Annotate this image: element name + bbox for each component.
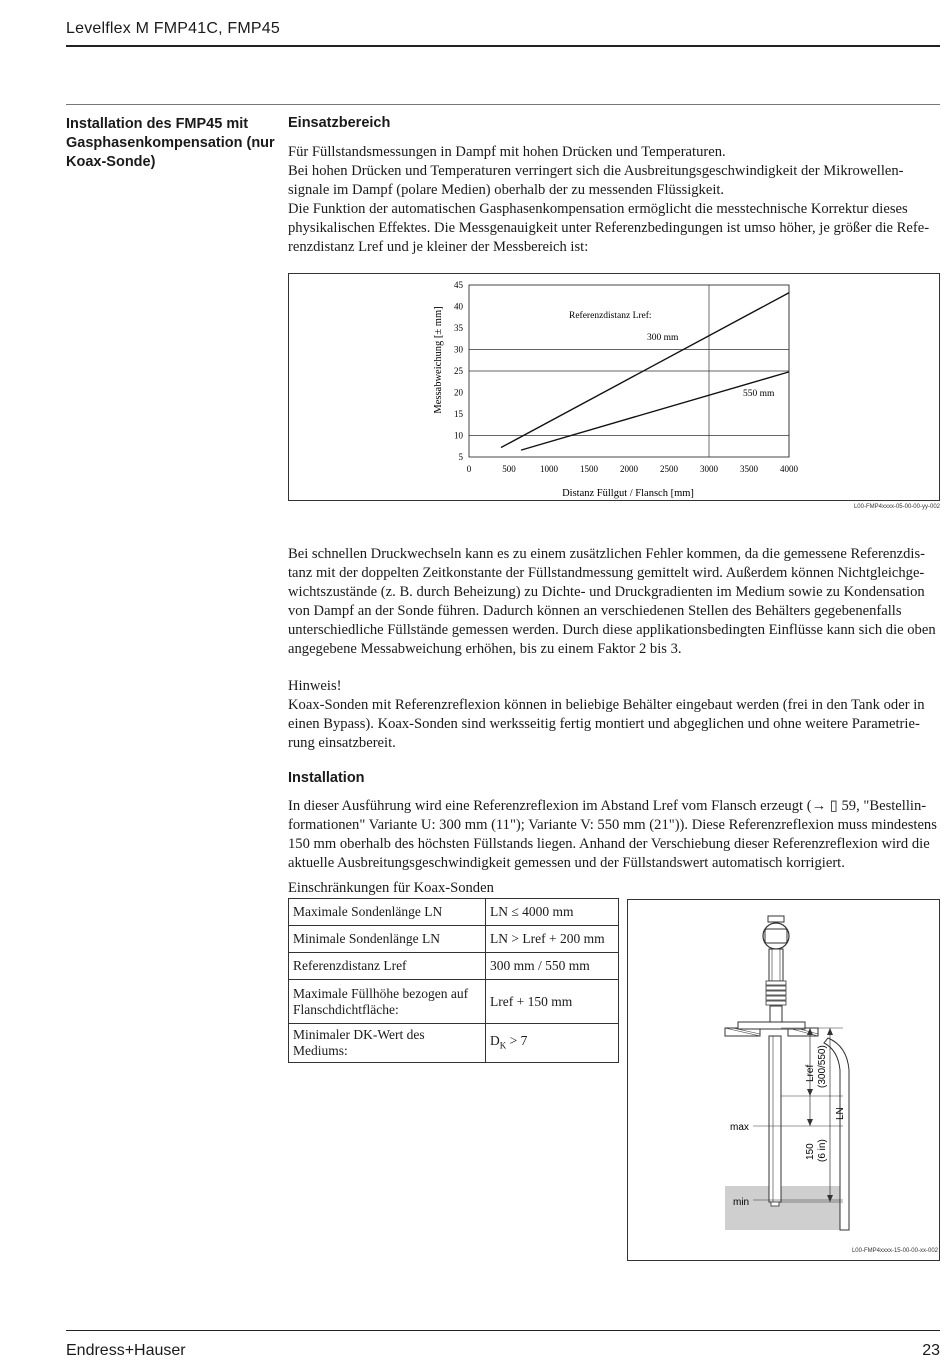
series-label-300mm: 300 mm [647,333,679,343]
series-label-550mm: 550 mm [743,389,775,399]
liquid-area [725,1186,849,1230]
dk-subscript: K [499,1040,507,1051]
note-title: Hinweis! [288,678,342,694]
install-line: aktuelle Ausbreitungsgeschwindigkeit gemessen und der Füllstandswert automatisch korrigiert. [288,855,845,871]
intro-line: Die Funktion der automatischen Gasphasenkompensation ermöglicht die messtechnische Korrektur dieses [288,201,908,217]
chart-y-tick-label: 15 [454,409,463,419]
section-side-title: Installation des FMP45 mit Gasphasenkompensation (nur Koax-Sonde) [66,116,275,170]
label-lref: Lref [805,1064,816,1082]
table-row [289,980,619,1024]
probe-diagram-frame [627,899,940,1261]
label-lref-value: (300/550) [817,1045,828,1088]
chart-y-tick-label: 30 [454,344,463,355]
intro-paragraph [288,143,940,257]
table-cell-value: LN ≤ 4000 mm [486,899,619,926]
table-cell-value: Lref + 150 mm [486,980,619,1024]
coax-probe [769,1036,781,1202]
chart-y-tick-label: 25 [454,366,463,376]
chart-x-label: Distanz Füllgut / Flansch [mm] [562,488,694,499]
chart-y-tick-label: 40 [454,301,463,312]
intro-line: physikalischen Effektes. Die Messgenauigkeit unter Referenzbedingungen ist umso höher, je größer die Refe- [288,220,930,236]
accuracy-chart [289,274,939,500]
intro-line: signale im Dampf (polare Medien) oberhalb der zu messenden Flüssigkeit. [288,182,725,198]
note-block [288,677,940,753]
para-line: unterschiedliche Füllstände gemessen werden. Durch diese applikationsbedingten Einflüsse kann sich die oben [288,622,936,638]
chart-annotation: Referenzdistanz Lref: [569,311,652,321]
accuracy-chart-frame [288,273,940,501]
para-line: wichtszustände (z. B. durch Beheizung) zu Dichte- und Druckgradienten im Medium sowie zu Kondensation [288,584,925,600]
table-cell-label: Maximale Sondenlänge LN [289,899,486,926]
probe-neck [769,949,783,981]
heading-einsatzbereich: Einsatzbereich [288,115,391,131]
dk-value: > 7 [506,1032,528,1048]
table-row [289,926,619,953]
chart-x-tick-label: 4000 [780,464,798,474]
label-150: 150 [805,1143,816,1160]
intro-line: Bei hohen Drücken und Temperaturen verringert sich die Ausbreitungsgeschwindigkeit der Mikrowellen- [288,163,904,179]
table-row [289,899,619,926]
intro-line: Für Füllstandsmessungen in Dampf mit hohen Drücken und Temperaturen. [288,144,726,160]
label-min: min [733,1197,750,1208]
note-line: Koax-Sonden mit Referenzreflexion können in beliebige Behälter eingebaut werden (frei in den Tank oder in [288,697,925,713]
chart-x-tick-label: 0 [466,464,472,474]
para-line: angegebene Messabweichung erhöhen, bis zu einem Faktor 2 bis 3. [288,641,682,657]
cooling-fins [766,981,786,1005]
table-cell-label: Referenzdistanz Lref [289,953,486,980]
limits-table [288,898,619,1063]
table-cell-label: Minimale Sondenlänge LN [289,926,486,953]
note-line: rung einsatzbereit. [288,735,396,751]
install-line: In dieser Ausführung wird eine Referenzreflexion im Abstand Lref vom Flansch erzeugt (→ ▯ 59, "Bestellin- [288,798,927,814]
chart-x-tick-label: 500 [502,464,516,474]
chart-x-tick-label: 2500 [660,464,678,474]
para-line: Bei schnellen Druckwechseln kann es zu einem zusätzlichen Fehler kommen, da die gemessene Referenzdis- [288,546,926,562]
paragraph-pressure [288,545,940,659]
header-rule [66,45,940,47]
chart-y-tick-label: 45 [454,280,463,290]
chart-figure-code: L00-FMP4xxxx-05-00-00-yy-002 [853,504,940,510]
heading-installation: Installation [288,770,365,786]
table-row [289,1024,619,1063]
installation-paragraph [288,797,940,873]
note-line: einen Bypass). Koax-Sonden sind werksseitig fertig montiert und abgeglichen und ohne weitere Parametrie- [288,716,920,732]
label-6in: (6 in) [817,1139,828,1162]
chart-y-tick-label: 10 [454,430,463,441]
install-line: formationen" Variante U: 300 mm (11"); Variante V: 550 mm (21")). Diese Referenzreflexion muss mindestens [288,817,937,833]
footer-brand: Endress+Hauser [66,1342,186,1359]
diagram-figure-code: L00-FMP4xxxx-15-00-00-xx-002 [851,1248,938,1254]
chart-x-tick-label: 3500 [740,464,758,474]
table-cell-label: Minimaler DK-Wert des Mediums: [289,1024,486,1063]
table-caption: Einschränkungen für Koax-Sonden [288,880,494,896]
chart-y-tick-label: 5 [458,452,463,462]
footer-rule [66,1330,940,1331]
label-ln: LN [835,1107,846,1120]
table-row [289,953,619,980]
probe-diagram [628,900,939,1260]
table-cell-label: Maximale Füllhöhe bezogen auf Flanschdichtfläche: [289,980,486,1024]
chart-y-tick-label: 35 [454,323,463,333]
intro-line: renzdistanz Lref und je kleiner der Messbereich ist: [288,239,589,255]
chart-x-tick-label: 3000 [700,464,718,474]
label-max: max [730,1122,749,1133]
section-rule [66,104,940,105]
table-cell-value [486,1024,619,1063]
para-line: von Dampf an der Sonde führen. Dadurch können an verschiedenen Stellen des Behälters gegebenenfalls [288,603,902,619]
install-line: 150 mm oberhalb des höchsten Füllstands liegen. Anhand der Verschiebung dieser Referenzreflexion wird die [288,836,930,852]
table-cell-value: 300 mm / 550 mm [486,953,619,980]
table-cell-value: LN > Lref + 200 mm [486,926,619,953]
para-line: tanz mit der doppelten Zeitkonstante der Füllstandmessung gemittelt wird. Außerdem können Nichtgleichge- [288,565,925,581]
chart-y-label: Messabweichung [± mm] [433,306,444,414]
page-number: 23 [922,1342,940,1359]
dk-symbol: D [490,1032,500,1048]
chart-x-tick-label: 1500 [580,464,598,474]
chart-x-tick-label: 1000 [540,464,558,474]
document-title: Levelflex M FMP41C, FMP45 [66,20,280,37]
chart-y-tick-label: 20 [454,387,463,398]
chart-x-tick-label: 2000 [620,464,638,474]
chart-series-line-550mm [521,372,789,450]
